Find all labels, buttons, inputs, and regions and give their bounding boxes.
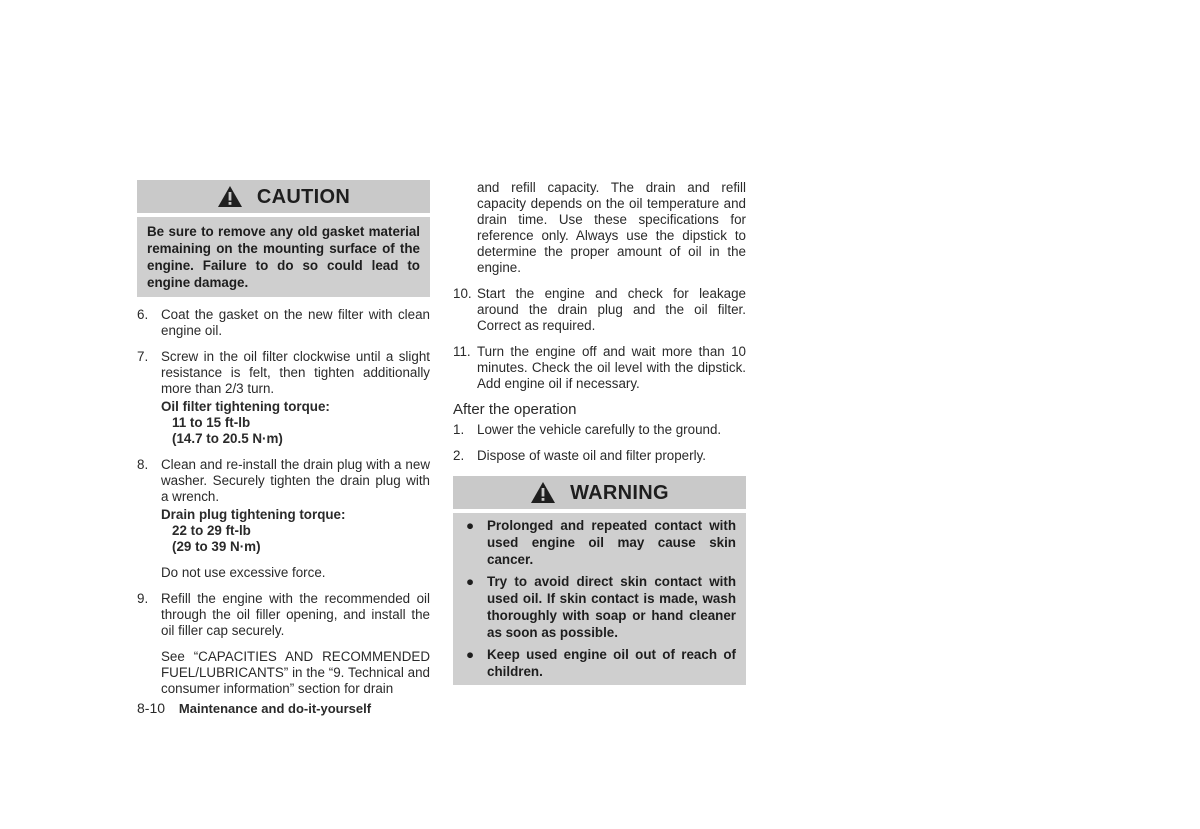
torque-ftlb: 11 to 15 ft-lb <box>172 415 251 430</box>
step-number: 11. <box>453 344 471 359</box>
step-number: 8. <box>137 457 149 472</box>
torque-label: Drain plug tightening torque: <box>161 507 346 522</box>
torque-nm: (29 to 39 N·m) <box>172 539 261 554</box>
bullet: ● <box>466 647 475 662</box>
step-number: 10. <box>453 286 472 301</box>
step-text: Screw in the oil filter clockwise until a slight resistance is felt, then tighten additionally more than 2/3 turn. <box>161 349 430 396</box>
page-number: 8-10 <box>137 700 166 716</box>
step-10 <box>453 286 746 334</box>
step-text: Dispose of waste oil and filter properly. <box>477 448 706 463</box>
page-footer <box>137 700 371 716</box>
section-title: Maintenance and do-it-yourself <box>178 701 372 716</box>
caution-title: CAUTION <box>256 185 351 208</box>
caution-box <box>137 180 430 297</box>
warning-list <box>453 513 746 685</box>
continued-text: and refill capacity. The drain and refill capacity depends on the oil temperature and drain time. Use these specifications for reference only. Always use the dipstick to determine the proper amount of oil in the engine. <box>477 180 746 275</box>
steps-list-left <box>137 307 430 697</box>
after-operation-heading: After the operation <box>453 401 577 418</box>
after-steps-list <box>453 422 746 464</box>
step-7 <box>137 349 430 447</box>
step-text: Start the engine and check for leakage around the drain plug and the oil filter. Correct as required. <box>477 286 746 333</box>
warning-item <box>463 573 736 641</box>
step-number: 2. <box>453 448 465 463</box>
caution-text: Be sure to remove any old gasket material remaining on the mounting surface of the engine. Failure to do so could lead to engine damage. <box>137 217 430 297</box>
warning-title: WARNING <box>570 481 669 504</box>
warning-item-text: Keep used engine oil out of reach of children. <box>487 647 736 679</box>
torque-ftlb: 22 to 29 ft-lb <box>172 523 251 538</box>
warning-item-text: Try to avoid direct skin contact with used oil. If skin contact is made, wash thoroughly with soap or hand cleaner as soon as possible. <box>487 574 736 640</box>
bullet: ● <box>466 574 475 589</box>
warning-item <box>463 646 736 680</box>
torque-nm: (14.7 to 20.5 N·m) <box>172 431 283 446</box>
warning-box <box>453 476 746 685</box>
step-6 <box>137 307 430 339</box>
step-text: Clean and re-install the drain plug with a new washer. Securely tighten the drain plug with a wrench. <box>161 457 430 504</box>
bullet: ● <box>466 518 475 533</box>
step-text: Turn the engine off and wait more than 10 minutes. Check the oil level with the dipstick. Add engine oil if necessary. <box>477 344 746 391</box>
drain-plug-torque <box>161 507 430 555</box>
caution-header <box>137 180 430 213</box>
warning-triangle-icon <box>217 185 243 208</box>
warning-item <box>463 517 736 568</box>
after-step-2 <box>453 448 746 464</box>
step-text: Coat the gasket on the new filter with clean engine oil. <box>161 307 430 338</box>
torque-label: Oil filter tightening torque: <box>161 399 330 414</box>
step-note: Do not use excessive force. <box>161 565 326 580</box>
oil-filter-torque <box>161 399 430 447</box>
after-step-1 <box>453 422 746 438</box>
step-text: Lower the vehicle carefully to the ground. <box>477 422 722 437</box>
step-11 <box>453 344 746 392</box>
left-column <box>137 180 430 697</box>
warning-header <box>453 476 746 509</box>
step-number: 9. <box>137 591 149 606</box>
warning-triangle-icon <box>530 481 556 504</box>
step-9 <box>137 591 430 697</box>
step-8 <box>137 457 430 581</box>
step-number: 1. <box>453 422 465 437</box>
step-note: See “CAPACITIES AND RECOMMENDED FUEL/LUBRICANTS” in the “9. Technical and consumer information” section for drain <box>161 649 430 696</box>
warning-item-text: Prolonged and repeated contact with used engine oil may cause skin cancer. <box>487 518 736 567</box>
steps-list-right <box>453 286 746 392</box>
step-number: 6. <box>137 307 149 322</box>
step-number: 7. <box>137 349 149 364</box>
step-text: Refill the engine with the recommended oil through the oil filler opening, and install the oil filler cap securely. <box>161 591 430 638</box>
right-column <box>453 180 746 685</box>
